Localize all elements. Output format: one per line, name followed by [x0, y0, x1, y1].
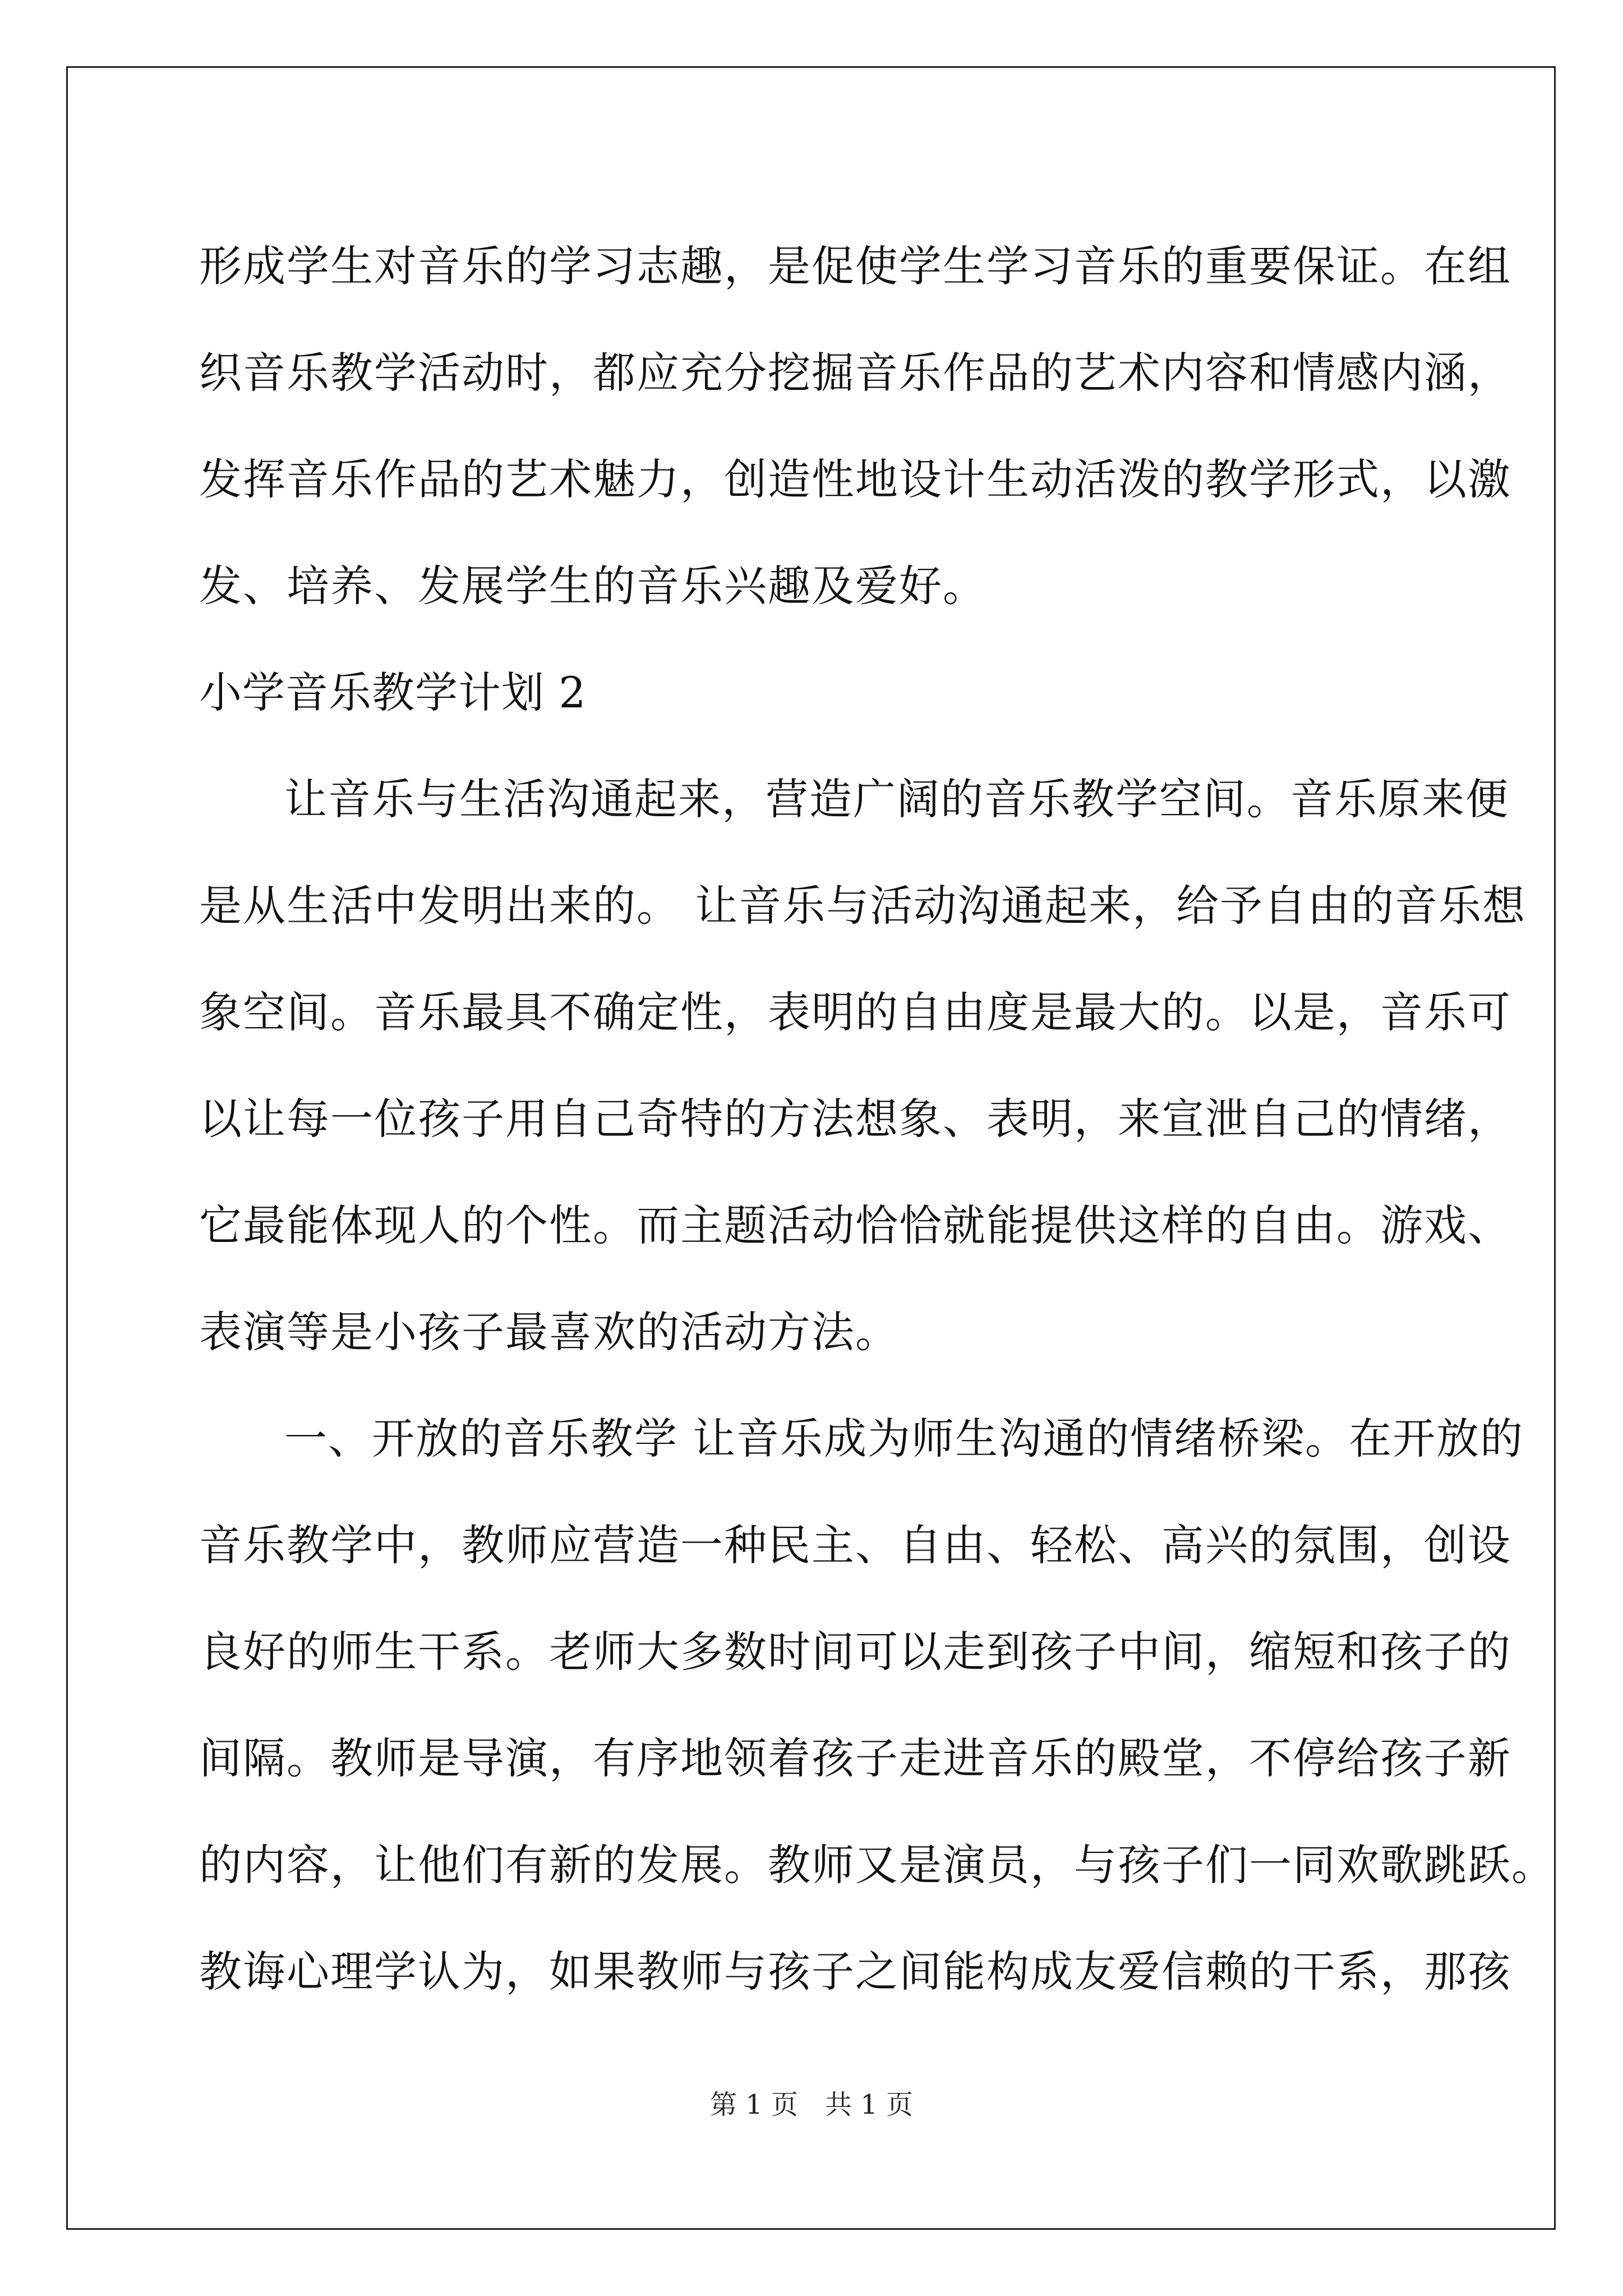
paragraph-line: 发、培养、发展学生的音乐兴趣及爱好。 — [199, 561, 986, 611]
paragraph-line: 以让每一位孩子用自己奇特的方法想象、表明，来宣泄自己的情绪， — [199, 1094, 1511, 1144]
paragraph-line: 织音乐教学活动时，都应充分挖掘音乐作品的艺术内容和情感内涵， — [199, 348, 1511, 398]
paragraph-line: 象空间。音乐最具不确定性，表明的自由度是最大的。以是，音乐可 — [199, 987, 1511, 1037]
document-body — [199, 213, 1555, 2025]
paragraph-line: 一、开放的音乐教学 让音乐成为师生沟通的情绪桥梁。在开放的 — [284, 1414, 1524, 1464]
paragraph-line: 形成学生对音乐的学习志趣，是促使学生学习音乐的重要保证。在组 — [199, 241, 1511, 291]
paragraph-line: 的内容，让他们有新的发展。教师又是演员，与孩子们一同欢歌跳跃。 — [199, 1840, 1555, 1890]
page-footer: 第 1 页 共 1 页 — [709, 2089, 914, 2120]
paragraph-line: 它最能体现人的个性。而主题活动恰恰就能提供这样的自由。游戏、 — [199, 1200, 1511, 1250]
paragraph-line: 良好的师生干系。老师大多数时间可以走到孩子中间，缩短和孩子的 — [199, 1627, 1511, 1677]
paragraph-line: 表演等是小孩子最喜欢的活动方法。 — [199, 1307, 899, 1357]
section-heading: 小学音乐教学计划 2 — [199, 668, 587, 717]
paragraph-line: 发挥音乐作品的艺术魅力，创造性地设计生动活泼的教学形式，以激 — [199, 454, 1511, 504]
paragraph-line: 让音乐与生活沟通起来，营造广阔的音乐教学空间。音乐原来便 — [284, 774, 1509, 824]
paragraph-line: 教诲心理学认为，如果教师与孩子之间能构成友爱信赖的干系，那孩 — [199, 1947, 1511, 1996]
paragraph-line: 音乐教学中，教师应营造一种民主、自由、轻松、高兴的氛围，创设 — [199, 1520, 1511, 1570]
paragraph-line: 是从生活中发明出来的。 让音乐与活动沟通起来，给予自由的音乐想 — [199, 881, 1527, 931]
paragraph-line: 间隔。教师是导演，有序地领着孩子走进音乐的殿堂，不停给孩子新 — [199, 1733, 1511, 1783]
